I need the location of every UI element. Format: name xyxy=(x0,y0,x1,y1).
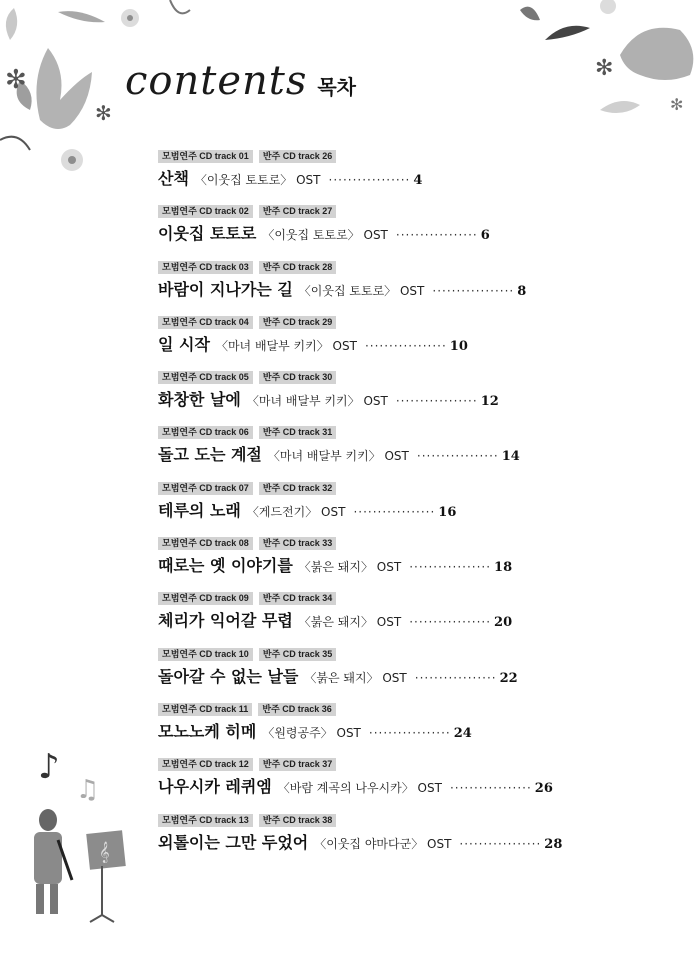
page-number: 28 xyxy=(544,836,563,852)
song-title: 모노노케 히메 xyxy=(158,721,257,741)
toc-entry[interactable] xyxy=(158,482,678,537)
entry-line xyxy=(158,332,678,355)
dot-leader: ················· xyxy=(416,449,499,464)
entry-line xyxy=(158,774,678,797)
dot-leader: ················· xyxy=(395,394,478,409)
accompaniment-track-tag: 반주 CD track 38 xyxy=(259,814,336,827)
table-of-contents xyxy=(158,150,678,869)
accompaniment-track-tag: 반주 CD track 37 xyxy=(259,758,336,771)
title-script: contents xyxy=(125,58,308,104)
page-number: 20 xyxy=(494,615,513,631)
song-title: 화창한 날에 xyxy=(158,390,241,410)
svg-text:✻: ✻ xyxy=(95,101,112,125)
dot-leader: ················· xyxy=(328,173,411,187)
song-source: 〈원령공주〉 OST xyxy=(262,725,361,740)
song-source: 〈이웃집 야마다군〉 OST xyxy=(314,836,452,851)
song-title: 나우시카 레퀴엠 xyxy=(158,777,272,797)
toc-entry[interactable] xyxy=(158,814,678,869)
performance-track-tag: 모범연주 CD track 12 xyxy=(158,758,253,771)
accompaniment-track-tag: 반주 CD track 36 xyxy=(258,703,335,716)
dot-leader: ················· xyxy=(368,725,451,740)
accompaniment-track-tag: 반주 CD track 28 xyxy=(259,261,336,274)
entry-line xyxy=(158,608,678,631)
song-source: 〈이웃집 토토로〉 OST xyxy=(298,283,425,298)
page-number: 22 xyxy=(499,670,518,686)
toc-entry[interactable] xyxy=(158,703,678,758)
track-tags xyxy=(158,150,678,163)
accompaniment-track-tag: 반주 CD track 35 xyxy=(259,648,336,661)
song-source: 〈붉은 돼지〉 OST xyxy=(298,615,402,630)
dot-leader: ················· xyxy=(409,615,492,630)
performance-track-tag: 모범연주 CD track 01 xyxy=(158,150,253,163)
toc-entry[interactable] xyxy=(158,537,678,592)
entry-line xyxy=(158,387,678,410)
svg-text:♫: ♫ xyxy=(76,775,100,805)
song-title: 때로는 옛 이야기를 xyxy=(158,556,293,576)
performance-track-tag: 모범연주 CD track 03 xyxy=(158,261,253,274)
toc-entry[interactable] xyxy=(158,648,678,703)
track-tags xyxy=(158,814,678,827)
performance-track-tag: 모범연주 CD track 08 xyxy=(158,537,253,550)
accompaniment-track-tag: 반주 CD track 32 xyxy=(259,482,336,495)
song-source: 〈바람 계곡의 나우시카〉 OST xyxy=(277,781,442,796)
entry-line xyxy=(158,664,678,687)
song-source: 〈게드전기〉 OST xyxy=(246,504,346,519)
song-title: 산책 xyxy=(158,169,189,188)
entry-line xyxy=(158,221,678,244)
entry-line xyxy=(158,498,678,521)
song-source: 〈마녀 배달부 키키〉 OST xyxy=(246,394,388,409)
performance-track-tag: 모범연주 CD track 13 xyxy=(158,814,253,827)
song-source: 〈마녀 배달부 키키〉 OST xyxy=(215,338,357,353)
toc-entry[interactable] xyxy=(158,261,678,316)
toc-entry[interactable] xyxy=(158,592,678,647)
song-source: 〈붉은 돼지〉 OST xyxy=(298,560,402,575)
song-title: 체리가 익어갈 무렵 xyxy=(158,611,293,631)
accompaniment-track-tag: 반주 CD track 26 xyxy=(259,150,336,163)
performance-track-tag: 모범연주 CD track 06 xyxy=(158,426,253,439)
accompaniment-track-tag: 반주 CD track 34 xyxy=(259,592,336,605)
dot-leader: ················· xyxy=(432,283,515,298)
entry-line xyxy=(158,277,678,300)
song-title: 일 시작 xyxy=(158,334,210,354)
entry-line xyxy=(158,719,678,742)
dot-leader: ················· xyxy=(459,836,542,851)
page-number: 26 xyxy=(534,781,553,797)
song-title: 이웃집 토토로 xyxy=(158,224,257,244)
accompaniment-track-tag: 반주 CD track 31 xyxy=(259,426,336,439)
dot-leader: ················· xyxy=(414,670,497,685)
performance-track-tag: 모범연주 CD track 09 xyxy=(158,592,253,605)
dot-leader: ················· xyxy=(353,504,436,519)
page-number: 18 xyxy=(494,560,513,576)
track-tags xyxy=(158,316,678,329)
entry-line xyxy=(158,830,678,853)
song-source: 〈마녀 배달부 키키〉 OST xyxy=(267,449,409,464)
track-tags xyxy=(158,592,678,605)
musician-illustration-icon xyxy=(34,747,126,922)
toc-entry[interactable] xyxy=(158,150,678,205)
entry-line xyxy=(158,166,678,189)
track-tags xyxy=(158,426,678,439)
accompaniment-track-tag: 반주 CD track 27 xyxy=(259,205,336,218)
track-tags xyxy=(158,537,678,550)
song-title: 외톨이는 그만 두었어 xyxy=(158,832,309,852)
song-source: 〈붉은 돼지〉 OST xyxy=(304,670,407,685)
dot-leader: ················· xyxy=(364,338,447,353)
track-tags xyxy=(158,648,678,661)
entry-line xyxy=(158,442,678,465)
svg-text:✻: ✻ xyxy=(670,95,684,114)
performance-track-tag: 모범연주 CD track 11 xyxy=(158,703,252,716)
toc-entry[interactable] xyxy=(158,316,678,371)
performance-track-tag: 모범연주 CD track 05 xyxy=(158,371,253,384)
song-title: 바람이 지나가는 길 xyxy=(158,279,293,299)
track-tags xyxy=(158,758,678,771)
performance-track-tag: 모범연주 CD track 10 xyxy=(158,648,253,661)
page-number: 12 xyxy=(480,394,499,410)
accompaniment-track-tag: 반주 CD track 29 xyxy=(259,316,336,329)
toc-entry[interactable] xyxy=(158,426,678,481)
svg-text:♪: ♪ xyxy=(38,747,60,787)
track-tags xyxy=(158,205,678,218)
track-tags xyxy=(158,371,678,384)
dot-leader: ················· xyxy=(409,560,492,575)
dot-leader: ················· xyxy=(449,781,532,796)
svg-text:𝄞: 𝄞 xyxy=(99,842,110,863)
performance-track-tag: 모범연주 CD track 07 xyxy=(158,482,253,495)
accompaniment-track-tag: 반주 CD track 33 xyxy=(259,537,336,550)
svg-text:✻: ✻ xyxy=(5,65,27,95)
leaf-cluster-top-right-icon xyxy=(520,0,693,114)
toc-entry[interactable] xyxy=(158,371,678,426)
page-number: 24 xyxy=(453,725,472,741)
song-title: 돌아갈 수 없는 날들 xyxy=(158,666,299,686)
track-tags xyxy=(158,703,678,716)
page-number: 6 xyxy=(480,228,490,244)
toc-entry[interactable] xyxy=(158,758,678,813)
track-tags xyxy=(158,482,678,495)
song-source: 〈이웃집 토토로〉 OST xyxy=(194,173,321,187)
page-number: 16 xyxy=(438,504,457,520)
page-number: 4 xyxy=(413,173,423,188)
toc-entry[interactable] xyxy=(158,205,678,260)
performance-track-tag: 모범연주 CD track 04 xyxy=(158,316,253,329)
song-title: 돌고 도는 계절 xyxy=(158,445,262,465)
track-tags xyxy=(158,261,678,274)
song-source: 〈이웃집 토토로〉 OST xyxy=(262,228,388,243)
page-number: 14 xyxy=(501,449,520,465)
page-number: 10 xyxy=(449,338,468,354)
performance-track-tag: 모범연주 CD track 02 xyxy=(158,205,253,218)
accompaniment-track-tag: 반주 CD track 30 xyxy=(259,371,336,384)
svg-text:✻: ✻ xyxy=(595,56,614,81)
song-title: 테루의 노래 xyxy=(158,500,241,520)
page-title xyxy=(125,58,356,104)
page-number: 8 xyxy=(517,283,527,299)
title-korean: 목차 xyxy=(317,75,356,99)
entry-line xyxy=(158,553,678,576)
dot-leader: ················· xyxy=(395,228,478,243)
